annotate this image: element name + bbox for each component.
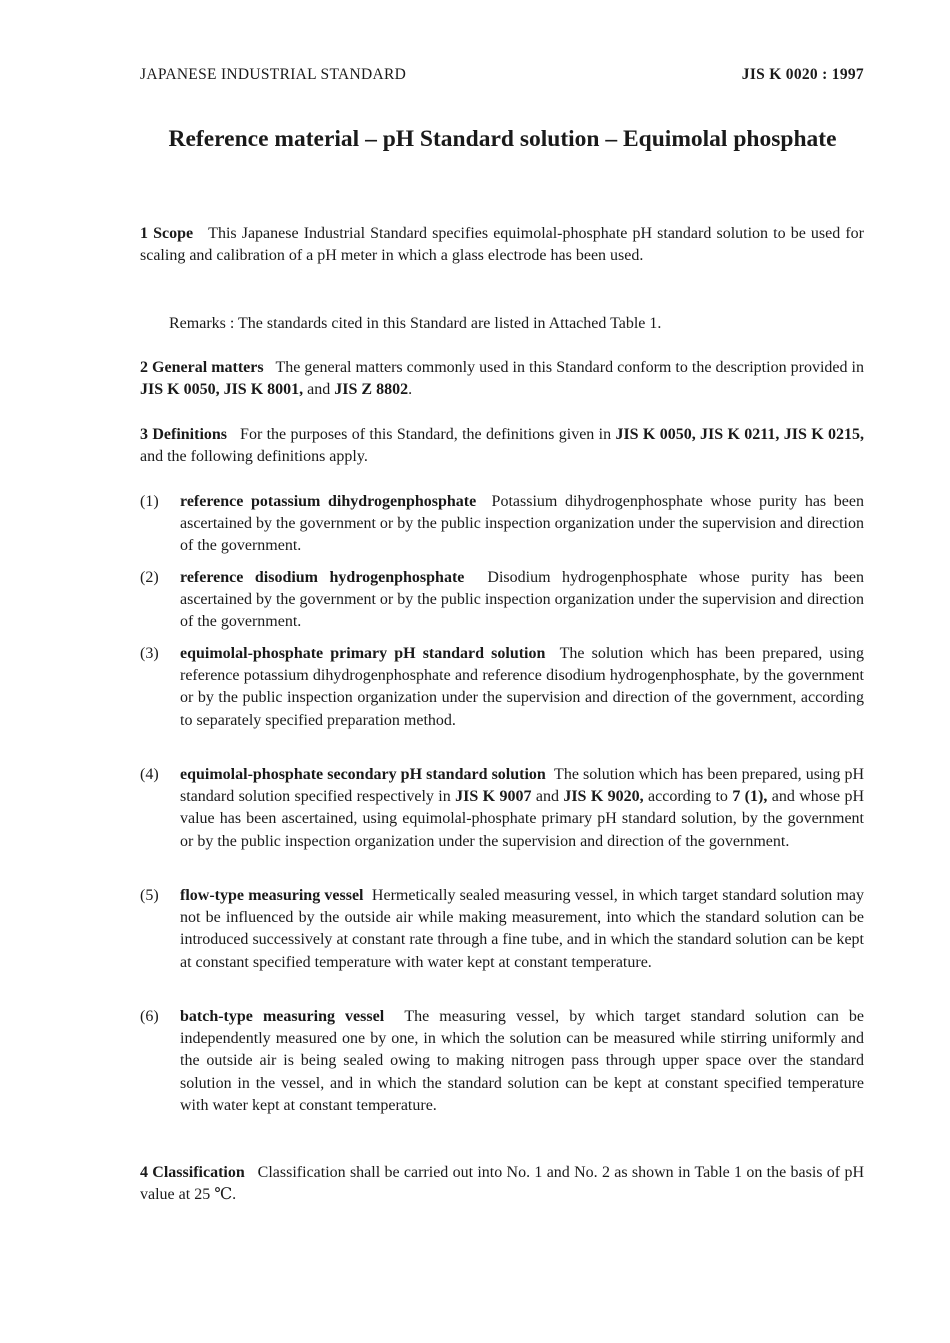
header-standard-name: JAPANESE INDUSTRIAL STANDARD — [140, 66, 407, 83]
definition-term: batch-type measuring vessel — [180, 1008, 385, 1025]
definition-text: and whose pH value has been ascertained, using equimolal-phosphate primary pH standard solution, by the government or by the public inspection organization under the supervision and direction of the government. — [180, 788, 865, 850]
conjunction: and — [307, 381, 331, 399]
definition-text: The solution which has been prepared, using pH standard solution specified respectively in — [180, 766, 865, 806]
remarks: Remarks : The standards cited in this Standard are listed in Attached Table 1. — [169, 315, 662, 332]
section-text: For the purposes of this Standard, the definitions given in — [240, 426, 612, 443]
definition-item — [140, 885, 864, 974]
definition-text: according to — [648, 788, 728, 806]
reference: JIS K 8001, — [223, 381, 304, 399]
definition-term: flow-type measuring vessel — [180, 887, 364, 904]
reference: JIS K 0050, — [140, 381, 220, 399]
definition-text: Hermetically sealed measuring vessel, in which target standard solution may not be influenced by the outside air while making measurement, into which the standard solution can be introduced successively at constant rate through a fine tube, and in which the standard solution can be kept at constant specified temperature with water kept at constant temperature. — [180, 887, 865, 971]
section-general-matters — [140, 357, 864, 402]
definition-item — [140, 764, 864, 853]
section-text: Classification shall be carried out into No. 1 and No. 2 as shown in Table 1 on the basis of pH value at 25 ℃. — [140, 1164, 864, 1204]
definition-item — [140, 643, 864, 732]
reference: JIS K 9020, — [563, 788, 644, 806]
reference: JIS K 9007 — [455, 788, 532, 806]
definition-text: Potassium dihydrogenphosphate whose purity has been ascertained by the government or by the public inspection organization under the supervision and direction of the government. — [180, 493, 864, 555]
item-number: (6) — [140, 1008, 159, 1025]
definition-text: Disodium hydrogenphosphate whose purity has been ascertained by the government or by the public inspection organization under the supervision and direction of the government. — [180, 569, 865, 631]
item-number: (3) — [140, 645, 159, 662]
definition-text: The solution which has been prepared, using reference potassium dihydrogenphosphate and reference disodium hydrogenphosphate, by the government or by the public inspection organization under the supervision and direction of the government, according to separately specified preparation method. — [180, 645, 865, 729]
section-definitions — [140, 424, 864, 469]
definition-term: equimolal-phosphate primary pH standard solution — [180, 645, 546, 662]
header-standard-number: JIS K 0020 : 1997 — [741, 66, 864, 83]
period: . — [408, 381, 413, 399]
definition-item — [140, 491, 864, 558]
reference: JIS Z 8802 — [334, 381, 409, 399]
reference: JIS K 0050, JIS K 0211, JIS K 0215, — [615, 426, 865, 443]
section-classification — [140, 1162, 864, 1207]
definition-text: The measuring vessel, by which target standard solution can be independently measured one by one, in which the solution can be measured while stirring uniformly and the outside air is being sealed owing to making nitrogen pass through upper space over the standard solution in the vessel, and in which the standard solution can be kept at constant specified temperature with water kept at constant temperature. — [180, 1008, 865, 1114]
conjunction: and — [535, 788, 559, 806]
section-heading: 3 Definitions — [140, 426, 228, 443]
section-text: The general matters commonly used in this Standard conform to the description provided in — [275, 359, 864, 376]
item-number: (4) — [140, 766, 159, 783]
section-heading: 4 Classification — [140, 1164, 245, 1181]
item-number: (1) — [140, 493, 159, 510]
section-heading: 1 Scope — [140, 225, 194, 242]
definition-item — [140, 1006, 864, 1117]
definition-term: reference disodium hydrogenphosphate — [180, 569, 465, 586]
section-heading: 2 General matters — [140, 359, 264, 376]
reference: 7 (1), — [732, 788, 768, 806]
item-number: (2) — [140, 569, 159, 586]
definition-term: reference potassium dihydrogenphosphate — [180, 493, 477, 510]
section-text: and the following definitions apply. — [140, 448, 368, 466]
item-number: (5) — [140, 887, 159, 904]
section-text: This Japanese Industrial Standard specifies equimolal-phosphate pH standard solution to be used for scaling and calibration of a pH meter in which a glass electrode has been used. — [140, 225, 865, 265]
page-title: Reference material – pH Standard solution – Equimolal phosphate — [168, 126, 837, 152]
definition-term: equimolal-phosphate secondary pH standard solution — [180, 766, 546, 783]
section-scope — [140, 223, 864, 268]
definition-item — [140, 567, 864, 634]
